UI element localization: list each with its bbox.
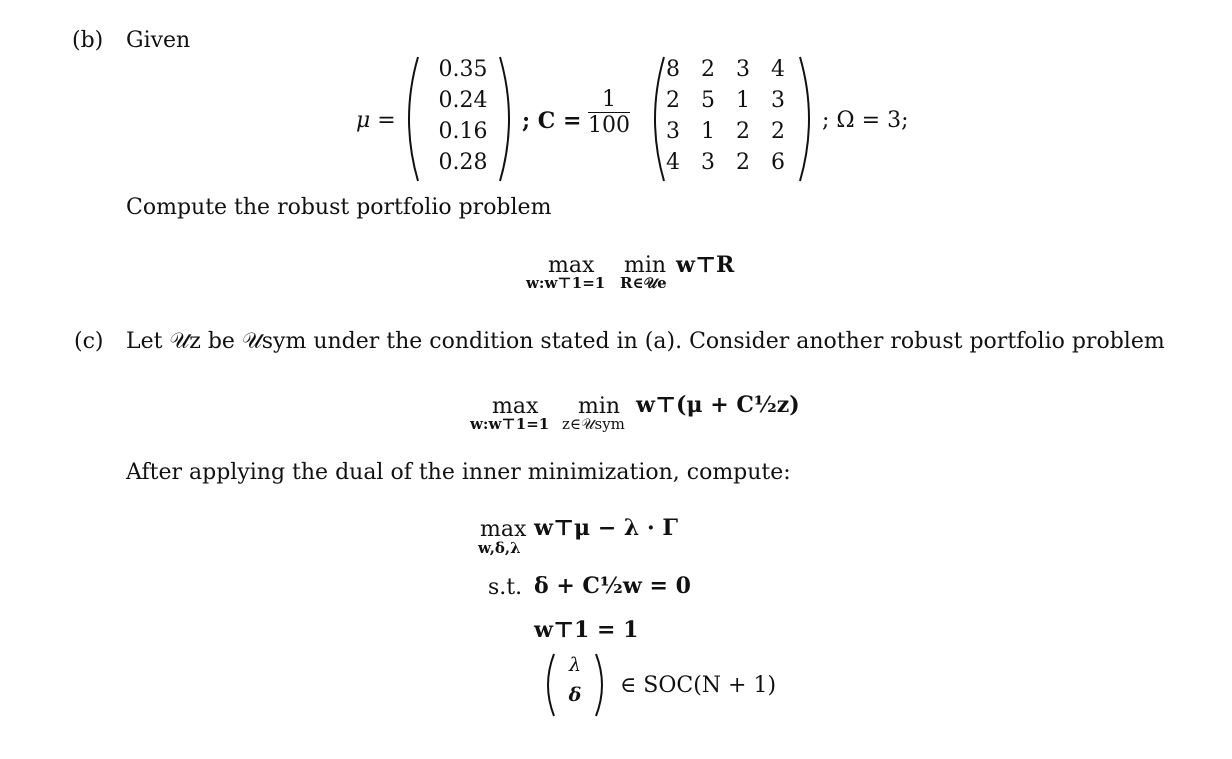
c-cell: 2 — [736, 119, 750, 144]
c-cell: 5 — [701, 88, 715, 113]
fraction-denominator: 100 — [588, 113, 630, 138]
fraction-numerator: 1 — [588, 88, 630, 113]
c-matrix — [658, 57, 798, 181]
eq-c-max-sub: w:w⊤1=1 — [470, 415, 550, 433]
after-text: After applying the dual of the inner minimization, compute: — [126, 460, 791, 485]
constraint-1: δ + C½w = 0 — [534, 573, 691, 599]
dual-max: max — [480, 517, 527, 542]
c-cell: 2 — [736, 150, 750, 175]
mu-entry: 0.35 — [438, 57, 488, 82]
eq-b-max: max — [548, 253, 595, 278]
compute-text: Compute the robust portfolio problem — [126, 195, 552, 220]
vec-bottom: δ — [568, 684, 582, 706]
dual-objective: w⊤μ − λ · Γ — [534, 515, 678, 541]
c-cell: 3 — [701, 150, 715, 175]
part-c-label: (c) — [74, 329, 104, 354]
eq-c-body: w⊤(μ + C½z) — [636, 392, 800, 418]
c-cell: 1 — [736, 88, 750, 113]
c-cell: 2 — [771, 119, 785, 144]
c-cell: 3 — [771, 88, 785, 113]
constraint-3: ∈ SOC(N + 1) — [620, 673, 777, 698]
vec-top: λ — [568, 654, 582, 676]
vec-left-paren — [540, 652, 558, 718]
mu-left-paren — [398, 55, 422, 183]
part-c-text: Let 𝒰z be 𝒰sym under the condition stated in (a). Consider another robust portfolio problem — [126, 329, 1165, 354]
constraint-2: w⊤1 = 1 — [534, 617, 639, 643]
c-cell: 4 — [666, 150, 680, 175]
eq-b-max-sub: w:w⊤1=1 — [526, 274, 606, 292]
c-cell: 4 — [771, 57, 785, 82]
mu-entry: 0.24 — [438, 88, 488, 113]
eq-c-max: max — [492, 394, 539, 419]
part-b-label: (b) — [72, 28, 104, 53]
c-right-paren — [796, 55, 820, 183]
c-cell: 8 — [666, 57, 680, 82]
mu-entry: 0.16 — [438, 119, 488, 144]
lambda-delta-vector — [558, 654, 592, 714]
eq-c-min-sub: z∈𝒰sym — [562, 415, 625, 433]
eq-b-min: min — [624, 253, 667, 278]
eq-b-body: w⊤R — [676, 252, 735, 278]
c-cell: 6 — [771, 150, 785, 175]
part-b-intro: Given — [126, 28, 191, 53]
eq-c-min: min — [578, 394, 621, 419]
c-cell: 3 — [666, 119, 680, 144]
c-prefix: ; C = — [522, 108, 582, 134]
omega-value: ; Ω = 3; — [822, 108, 909, 133]
c-cell: 3 — [736, 57, 750, 82]
c-cell: 2 — [701, 57, 715, 82]
c-cell: 1 — [701, 119, 715, 144]
mu-symbol: μ = — [356, 108, 396, 133]
subject-to: s.t. — [488, 575, 523, 600]
dual-max-sub: w,δ,λ — [478, 539, 521, 557]
mu-entry: 0.28 — [438, 150, 488, 175]
eq-b-min-sub: R∈𝒰e — [620, 274, 667, 292]
mu-vector — [432, 57, 494, 181]
c-cell: 2 — [666, 88, 680, 113]
mu-right-paren — [496, 55, 520, 183]
vec-right-paren — [592, 652, 610, 718]
c-fraction — [588, 88, 630, 139]
